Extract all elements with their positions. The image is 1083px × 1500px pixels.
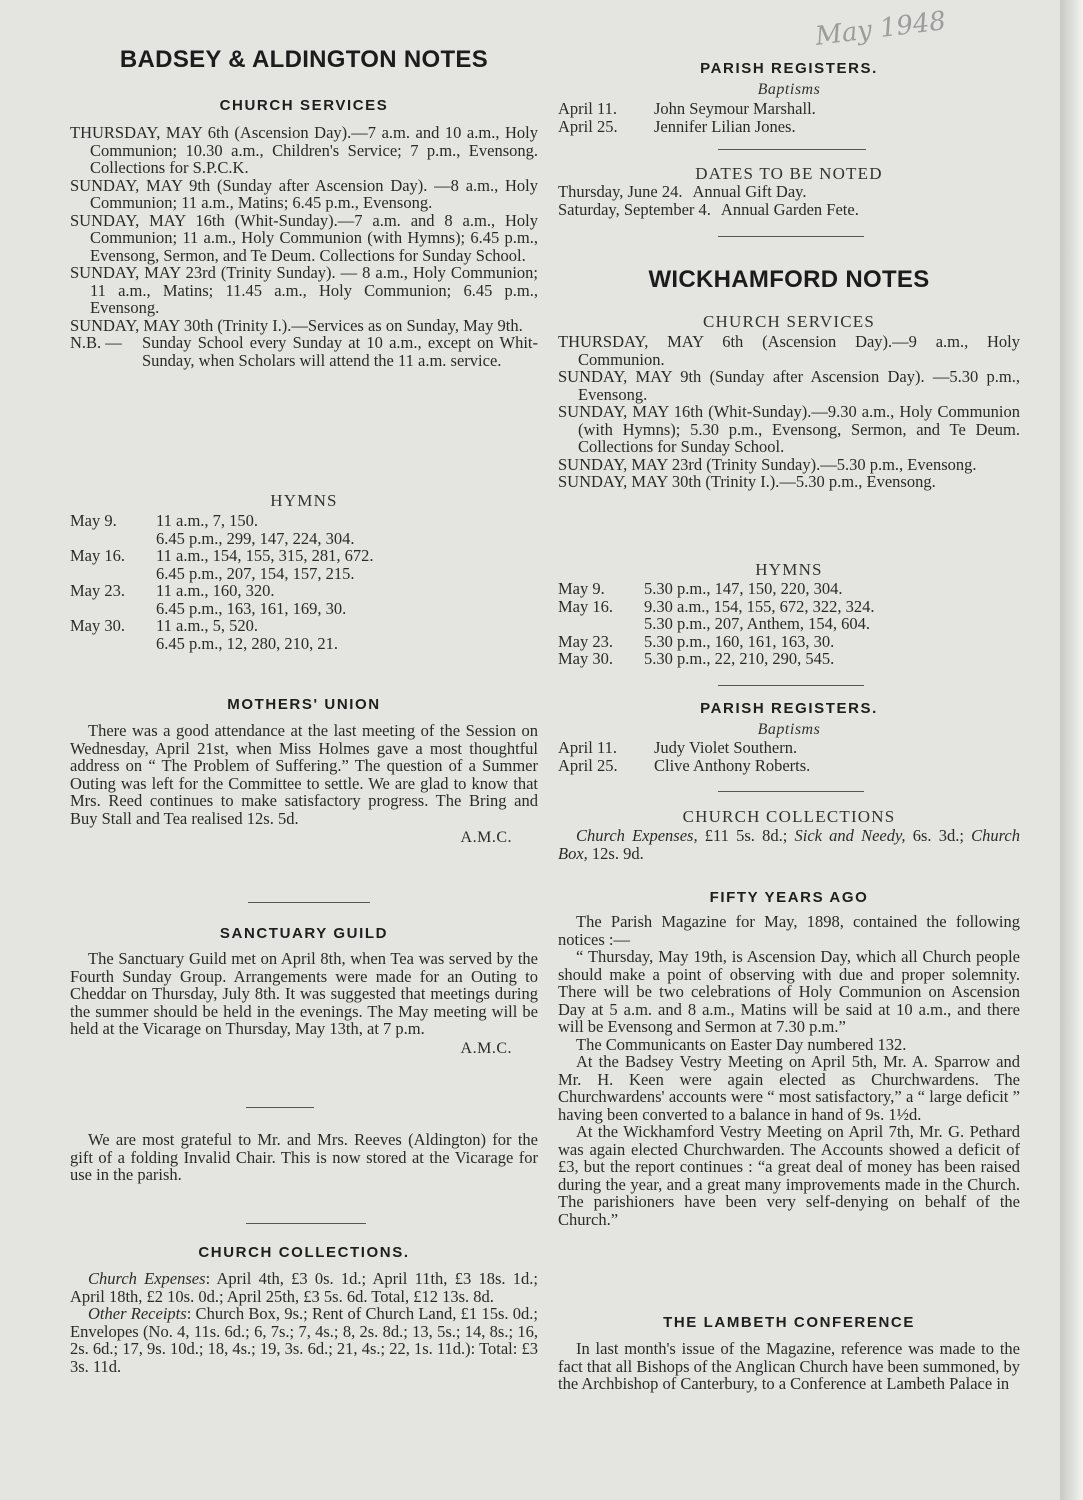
mothers-union-section [70, 722, 538, 847]
hymn-row: May 23. 11 a.m., 160, 320. [70, 581, 275, 600]
church-services-heading: CHURCH SERVICES [219, 97, 389, 114]
hymn-row: May 9. 11 a.m., 7, 150. [70, 511, 259, 530]
service-entry: SUNDAY, MAY 23rd (Trinity Sunday).—5.30 p.m., Evensong. [558, 454, 977, 474]
lambeth-section [558, 1340, 1020, 1393]
hymn-row: May 30. 11 a.m., 5, 520. [70, 616, 259, 635]
church-expenses-text: Church Expenses: April 4th, £3 0s. 1d.; April 11th, £3 18s. 1d.; April 18th, £2 10s. 0d.; April 25th, £3 5s. 6d. Total, £12 13s. 8d. [70, 1269, 538, 1306]
lambeth-text: In last month's issue of the Magazine, reference was made to the fact that all Bishops of the Anglican Church have been summoned, by the Archbishop of Canterbury, to a Conference at Lambeth Palace in [558, 1339, 1020, 1393]
baptism-row: April 25. Jennifer Lilian Jones. [558, 116, 796, 136]
baptism-row: April 11. Judy Violet Southern. [558, 738, 798, 757]
divider [718, 149, 866, 150]
service-entry: SUNDAY, MAY 9th (Sunday after Ascension Day). —8 a.m., Holy Communion; 11 a.m., Matins; 6.45 p.m., Evensong. [70, 175, 538, 212]
hymn-row: May 30. 5.30 p.m., 22, 210, 290, 545. [558, 649, 835, 668]
hymns-heading: HYMNS [270, 491, 338, 510]
left-collections-section [70, 1270, 538, 1375]
fifty-years-section [558, 913, 1020, 1228]
left-collections-heading: CHURCH COLLECTIONS. [198, 1244, 410, 1261]
fifty-years-paragraph: At the Badsey Vestry Meeting on April 5th, Mr. A. Sparrow and Mr. H. Keen were again elected as Churchwardens. The Churchwardens' accounts were “ most satisfactory,” a “ large deficit ” having been converted to a balance in hand of 9s. 1½d. [558, 1052, 1020, 1124]
fifty-years-paragraph: “ Thursday, May 19th, is Ascension Day, which all Church people should make a point of observing with due and proper solemnity. There will be two celebrations of Holy Communion on Ascension Day at 5 a.m. and 8 a.m., Matins will be said at 10 a.m., and there will be Evensong and Sermon at 7.30 p.m.” [558, 947, 1020, 1036]
wick-collections-text: Church Expenses, £11 5s. 8d.; Sick and Needy, 6s. 3d.; Church Box, 12s. 9d. [558, 826, 1020, 863]
page-edge [1060, 0, 1083, 1500]
sanctuary-guild-text: The Sanctuary Guild met on April 8th, when Tea was served by the Fourth Sunday Group. Arrangements were made for an Outing to Cheddar on Thursday, July 8th. It was suggested that meetings during the summer should be held in the evenings. The May meeting will be held at the Vicarage on Thursday, May 13th, at 7 p.m. [70, 949, 538, 1038]
wick-collections-section [558, 827, 1020, 862]
hymn-row: May 23. 5.30 p.m., 160, 161, 163, 30. [558, 631, 835, 651]
mothers-union-text: There was a good attendance at the last meeting of the Session on Wednesday, April 21st, when Miss Holmes gave a most thoughtful address on “ The Problem of Suffering.” The question of a Summer Outing was left for the Committee to settle. We are glad to know that Mrs. Reed continues to make satisfactory progress. The Bring and Buy Stall and Tea realised 12s. 5d. [70, 721, 538, 828]
date-row: Saturday, September 4. Annual Garden Fete. [558, 199, 859, 219]
invalid-chair-notice: We are most grateful to Mr. and Mrs. Reeves (Aldington) for the gift of a folding Invalid Chair. This is now stored at the Vicarage for use in the parish. [70, 1130, 538, 1184]
service-entry: SUNDAY, MAY 23rd (Trinity Sunday). — 8 a.m., Holy Communion; 11 a.m., Matins; 11.45 a.m., Holy Communion; 6.45 p.m., Evensong. [70, 263, 538, 317]
hymn-row: 6.45 p.m., 207, 154, 157, 215. [156, 563, 355, 583]
divider [718, 236, 864, 237]
service-entry: SUNDAY, MAY 16th (Whit-Sunday).—9.30 a.m., Holy Communion (with Hymns); 5.30 p.m., Evensong, Sermon, and Te Deum. Collections for Sunday School. [558, 402, 1020, 456]
other-receipts-text: Other Receipts: Church Box, 9s.; Rent of Church Land, £1 15s. 0d.; Envelopes (No. 4, 11s. 6d.; 6, 7s.; 7, 4s.; 8, 2s. 8d.; 13, 5s.; 14, 8s.; 16, 2s. 6d.; 17, 9s. 10d.; 18, 4s.; 19, 3s. 6d.; 21, 4s.; 22, 1s. 11d.): Total: £3 3s. 11d. [70, 1304, 539, 1376]
hymn-row: 6.45 p.m., 299, 147, 224, 304. [156, 528, 355, 548]
church-services-list [70, 124, 538, 369]
baptism-row: April 11. John Seymour Marshall. [558, 99, 816, 118]
parish-registers-heading: PARISH REGISTERS. [700, 60, 878, 77]
hymn-row: May 16. 11 a.m., 154, 155, 315, 281, 672. [70, 546, 374, 565]
dates-list [558, 183, 1020, 218]
nb-text: Sunday School every Sunday at 10 a.m., except on Whit-Sunday, when Scholars will attend the 11 a.m. service. [142, 333, 538, 370]
hymn-row: May 9. 5.30 p.m., 147, 150, 220, 304. [558, 579, 843, 598]
hymn-row: May 16. 9.30 a.m., 154, 155, 672, 322, 324. [558, 596, 875, 616]
baptisms-list [558, 100, 1020, 135]
signature: A.M.C. [460, 829, 512, 846]
service-entry: SUNDAY, MAY 9th (Sunday after Ascension Day). —5.30 p.m., Evensong. [558, 367, 1020, 404]
hymn-row: 6.45 p.m., 163, 161, 169, 30. [156, 598, 347, 618]
service-entry: SUNDAY, MAY 30th (Trinity I.).—Services as on Sunday, May 9th. [70, 315, 523, 335]
divider [246, 1223, 366, 1224]
divider [246, 1107, 314, 1108]
dates-heading: DATES TO BE NOTED [695, 164, 883, 183]
sanctuary-guild-section [70, 950, 538, 1058]
badsey-title: BADSEY & ALDINGTON NOTES [119, 46, 489, 73]
wick-hymns-heading: HYMNS [755, 560, 823, 579]
service-entry: SUNDAY, MAY 30th (Trinity I.).—5.30 p.m., Evensong. [558, 472, 936, 491]
mothers-union-heading: MOTHERS' UNION [227, 696, 381, 713]
divider [718, 685, 864, 686]
wick-church-services-list [558, 333, 1020, 491]
hymn-row: 5.30 p.m., 207, Anthem, 154, 604. [644, 614, 870, 633]
nb-label: N.B. — [70, 333, 122, 352]
nb-note [70, 334, 538, 369]
hymns-list [70, 512, 538, 652]
baptisms-label: Baptisms [757, 81, 821, 98]
fifty-years-paragraph: At the Wickhamford Vestry Meeting on April 7th, Mr. G. Pethard was again elected Churchwarden. The Accounts showed a deficit of £3, but the report continues : “a great deal of money has been raised during the year, and a great many improvements made in the Church. The parishioners have been very self-denying on behalf of the Church.” [558, 1122, 1020, 1229]
sanctuary-guild-heading: SANCTUARY GUILD [219, 925, 389, 942]
lambeth-heading: THE LAMBETH CONFERENCE [663, 1314, 915, 1331]
fifty-years-heading: FIFTY YEARS AGO [709, 889, 869, 906]
divider [248, 902, 370, 903]
baptism-row: April 25. Clive Anthony Roberts. [558, 755, 811, 775]
handwritten-date-note: May 1948 [813, 6, 948, 52]
divider [718, 791, 864, 792]
wick-hymns-list [558, 580, 1020, 668]
hymn-row: 6.45 p.m., 12, 280, 210, 21. [156, 633, 338, 653]
date-row: Thursday, June 24. Annual Gift Day. [558, 182, 807, 201]
wick-collections-heading: CHURCH COLLECTIONS [682, 807, 896, 826]
wick-baptisms-list [558, 739, 1020, 774]
service-entry: SUNDAY, MAY 16th (Whit-Sunday).—7 a.m. and 8 a.m., Holy Communion; 11 a.m., Holy Communion (with Hymns); 6.45 p.m., Evensong, Sermon, and Te Deum. Collections for Sunday School. [70, 210, 538, 265]
signature: A.M.C. [460, 1039, 512, 1057]
wick-parish-registers-heading: PARISH REGISTERS. [700, 700, 878, 717]
wick-baptisms-label: Baptisms [757, 721, 821, 738]
wickhamford-title: WICKHAMFORD NOTES [648, 266, 930, 293]
service-entry: THURSDAY, MAY 6th (Ascension Day).—7 a.m. and 10 a.m., Holy Communion; 10.30 a.m., Children's Service; 7 p.m., Evensong. Collections for S.P.C.K. [70, 123, 538, 177]
service-entry: THURSDAY, MAY 6th (Ascension Day).—9 a.m., Holy Communion. [558, 332, 1020, 369]
wick-church-services-heading: CHURCH SERVICES [702, 312, 876, 331]
fifty-years-paragraph: The Communicants on Easter Day numbered 132. [576, 1034, 907, 1054]
fifty-years-paragraph: The Parish Magazine for May, 1898, contained the following notices :— [558, 912, 1020, 949]
